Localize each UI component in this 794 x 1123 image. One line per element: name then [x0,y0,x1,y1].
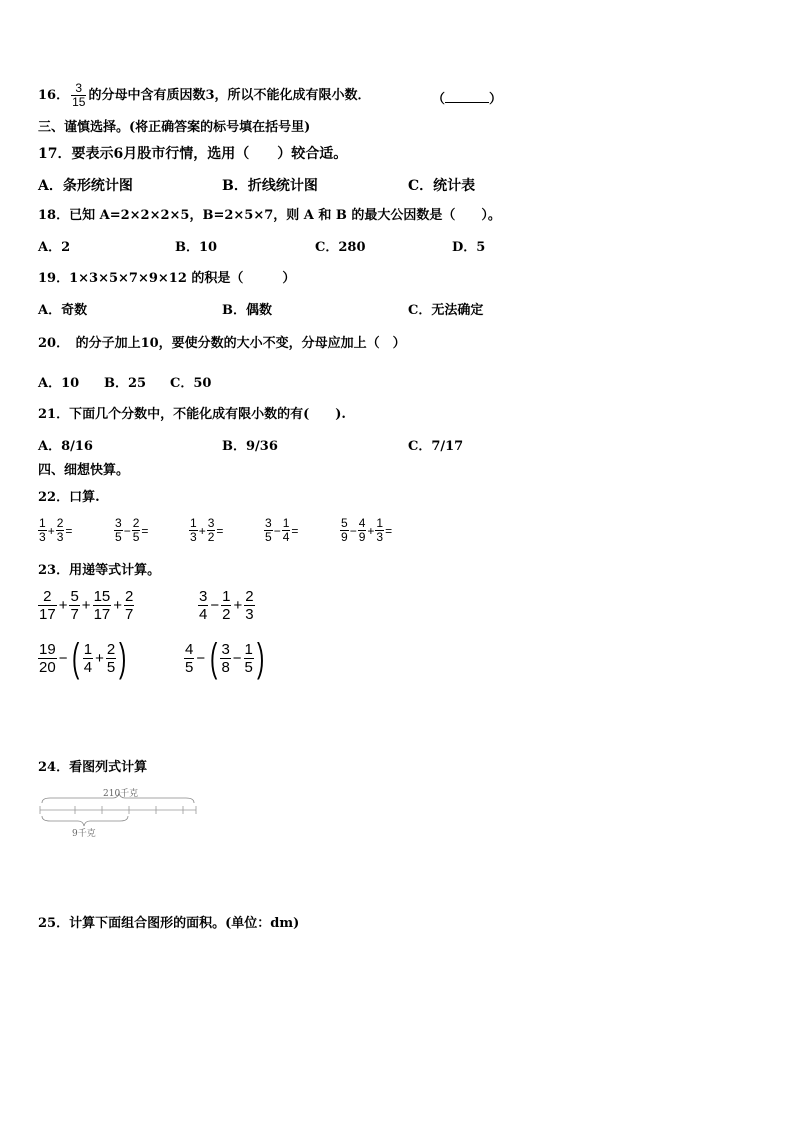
option-b[interactable]: B．9/36 [222,439,278,454]
option-a[interactable]: A．奇数 [38,303,88,318]
option-a[interactable]: A．2 [38,240,71,255]
option-a[interactable]: A．10 [38,376,80,391]
question-22: 22．口算. [38,490,100,505]
right-paren: ) [119,636,127,680]
mental-calc-expr: $\frac{3}{5}$ − $\frac{1}{4}$ = [265,516,299,544]
mental-calc-expr: $\frac{3}{5}$ − $\frac{2}{5}$ = [115,516,149,544]
question-21: 21．下面几个分数中，不能化成有限小数的有( ). [38,407,346,422]
top-label: 210千克 [103,789,139,799]
stepwise-calc-expr: 19 20 − ( 1 4 + $\frac{2}{5}$ ) [39,636,127,680]
bottom-brace [42,816,128,826]
section-heading-4: 四、细想快算。 [38,463,130,478]
option-c[interactable]: C．7/17 [408,439,464,454]
left-paren: ( [210,636,218,680]
option-a[interactable]: A．8/16 [38,439,93,454]
line-segment-diagram [38,788,203,840]
question-23: 23．用递等式计算。 [38,563,161,578]
option-b[interactable]: B．偶数 [222,303,272,318]
option-c[interactable]: C．50 [170,376,212,391]
mental-calc-expr: $\frac{1}{3}$ + $\frac{2}{3}$ = [39,516,73,544]
question-20: 20． 的分子加上10，要使分数的大小不变，分母应加上（ ） [38,336,406,351]
mental-calc-expr: $\frac{5}{9}$ − $\frac{4}{9}$ + $\frac{1}{3}$ = [341,516,393,544]
question-25: 25．计算下面组合图形的面积。(单位：dm) [38,916,300,931]
option-c[interactable]: C．统计表 [408,178,476,194]
option-d[interactable]: D．5 [452,240,486,255]
option-a[interactable]: A．条形统计图 [38,178,133,194]
question-19: 19．1×3×5×7×9×12 的积是（ ） [38,271,296,286]
question-17: 17．要表示6月股市行情，选用（ ）较合适。 [38,146,348,162]
bottom-label: 9千克 [72,829,96,839]
right-paren: ) [256,636,265,680]
question-16 [38,82,371,109]
option-c[interactable]: C．280 [315,240,366,255]
question-18: 18．已知 A=2×2×2×5，B=2×5×7，则 A 和 B 的最大公因数是（ ）。 [38,208,501,223]
option-b[interactable]: B．25 [104,376,147,391]
fraction: $\frac{3}{15}$ [72,81,86,109]
stepwise-calc-expr: 2 17 + $\frac{5}{7}$ + $\frac{15}{17}$ + $\frac{2}{7}$ [39,588,134,623]
option-b[interactable]: B．10 [175,240,218,255]
left-paren: ( [72,636,80,680]
section-heading-3: 三、谨慎选择。(将正确答案的标号填在括号里) [38,120,311,135]
question-24: 24．看图列式计算 [38,760,148,775]
question-text: 的分母中含有质因数3，所以不能化成有限小数． [88,87,371,103]
answer-blank-16[interactable]: （ ） [432,92,503,107]
mental-calc-expr: $\frac{1}{3}$ + $\frac{3}{2}$ = [190,516,224,544]
stepwise-calc-expr: 4 5 − ( 3 8 − $\frac{1}{5}$ ) [185,636,265,680]
question-number: 16． [38,87,70,103]
option-b[interactable]: B．折线统计图 [222,178,318,194]
stepwise-calc-expr: 3 4 − $\frac{1}{2}$ + $\frac{2}{3}$ [199,588,254,623]
option-c[interactable]: C．无法确定 [408,303,484,318]
